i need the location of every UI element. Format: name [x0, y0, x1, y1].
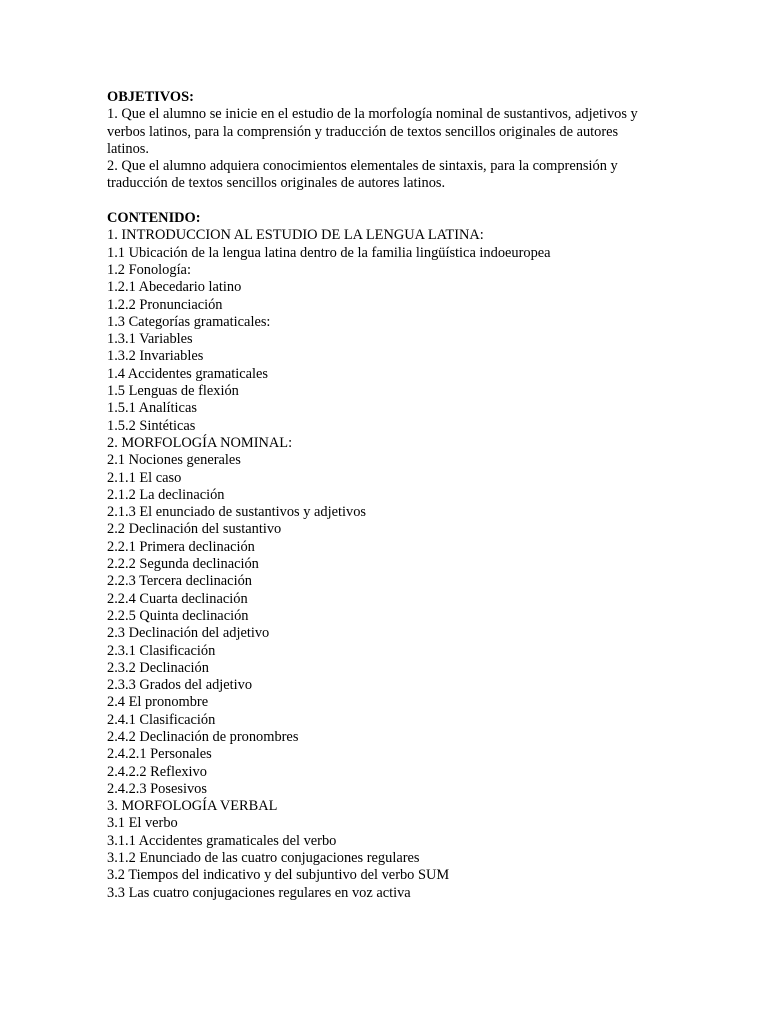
contenido-line: 2.1 Nociones generales: [107, 452, 241, 469]
contenido-line: 2.4.2.1 Personales: [107, 746, 212, 763]
contenido-line: 2.4 El pronombre: [107, 694, 209, 711]
contenido-line: 2.3 Declinación del adjetivo: [107, 625, 270, 642]
contenido-line: 2.3.2 Declinación: [107, 659, 209, 676]
contenido-list: [107, 227, 652, 902]
contenido-line: 3.1.1 Accidentes gramaticales del verbo: [107, 832, 337, 849]
contenido-line: 1.2 Fonología:: [107, 261, 191, 278]
contenido-line: 2.4.2.2 Reflexivo: [107, 763, 207, 780]
contenido-line: 2.4.2 Declinación de pronombres: [107, 728, 299, 745]
contenido-line: 2.2.2 Segunda declinación: [107, 556, 259, 573]
contenido-line: 2.1.2 La declinación: [107, 486, 225, 503]
contenido-line: 1.5.2 Sintéticas: [107, 417, 196, 434]
contenido-line: 1.3.1 Variables: [107, 331, 193, 348]
document-body: [107, 89, 652, 902]
contenido-line: 2.2.5 Quinta declinación: [107, 607, 249, 624]
objetivo-item: 2. Que el alumno adquiera conocimientos elementales de sintaxis, para la comprensión y traducción de textos sencillos originales de autores latinos.: [107, 158, 618, 192]
contenido-line: 3. MORFOLOGÍA VERBAL: [107, 798, 278, 815]
contenido-line: 2.3.3 Grados del adjetivo: [107, 677, 253, 694]
contenido-line: 3.1.2 Enunciado de las cuatro conjugaciones regulares: [107, 850, 420, 867]
contenido-line: 1.2.1 Abecedario latino: [107, 279, 242, 296]
contenido-line: 2.2.1 Primera declinación: [107, 538, 255, 555]
contenido-section: [107, 210, 652, 902]
contenido-line: 1.2.2 Pronunciación: [107, 296, 223, 313]
contenido-line: 2.3.1 Clasificación: [107, 642, 216, 659]
objetivos-heading: OBJETIVOS:: [107, 89, 194, 105]
contenido-line: 3.1 El verbo: [107, 815, 178, 832]
objetivos-section: [107, 89, 652, 193]
contenido-line: 2.4.1 Clasificación: [107, 711, 216, 728]
contenido-line: 1.5 Lenguas de flexión: [107, 383, 239, 400]
objetivo-item: 1. Que el alumno se inicie en el estudio de la morfología nominal de sustantivos, adjetivos y verbos latinos, para la comprensión y traducción de textos sencillos originales de autores latinos.: [107, 106, 638, 157]
contenido-line: 2.2.4 Cuarta declinación: [107, 590, 248, 607]
contenido-line: 1. INTRODUCCION AL ESTUDIO DE LA LENGUA LATINA:: [107, 227, 484, 244]
contenido-line: 1.1 Ubicación de la lengua latina dentro de la familia lingüística indoeuropea: [107, 244, 551, 261]
contenido-line: 1.4 Accidentes gramaticales: [107, 365, 269, 382]
contenido-line: 1.5.1 Analíticas: [107, 400, 197, 417]
contenido-line: 2.2.3 Tercera declinación: [107, 573, 252, 590]
contenido-line: 2.2 Declinación del sustantivo: [107, 521, 282, 538]
contenido-line: 2.4.2.3 Posesivos: [107, 780, 207, 797]
section-spacer: [107, 193, 652, 210]
contenido-line: 1.3 Categorías gramaticales:: [107, 313, 271, 330]
contenido-line: 3.3 Las cuatro conjugaciones regulares en voz activa: [107, 884, 411, 901]
contenido-line: 3.2 Tiempos del indicativo y del subjuntivo del verbo SUM: [107, 867, 450, 884]
contenido-line: 2. MORFOLOGÍA NOMINAL:: [107, 434, 293, 451]
contenido-line: 2.1.1 El caso: [107, 469, 182, 486]
contenido-heading: CONTENIDO:: [107, 210, 201, 227]
contenido-line: 2.1.3 El enunciado de sustantivos y adjetivos: [107, 504, 366, 521]
contenido-line: 1.3.2 Invariables: [107, 348, 204, 365]
